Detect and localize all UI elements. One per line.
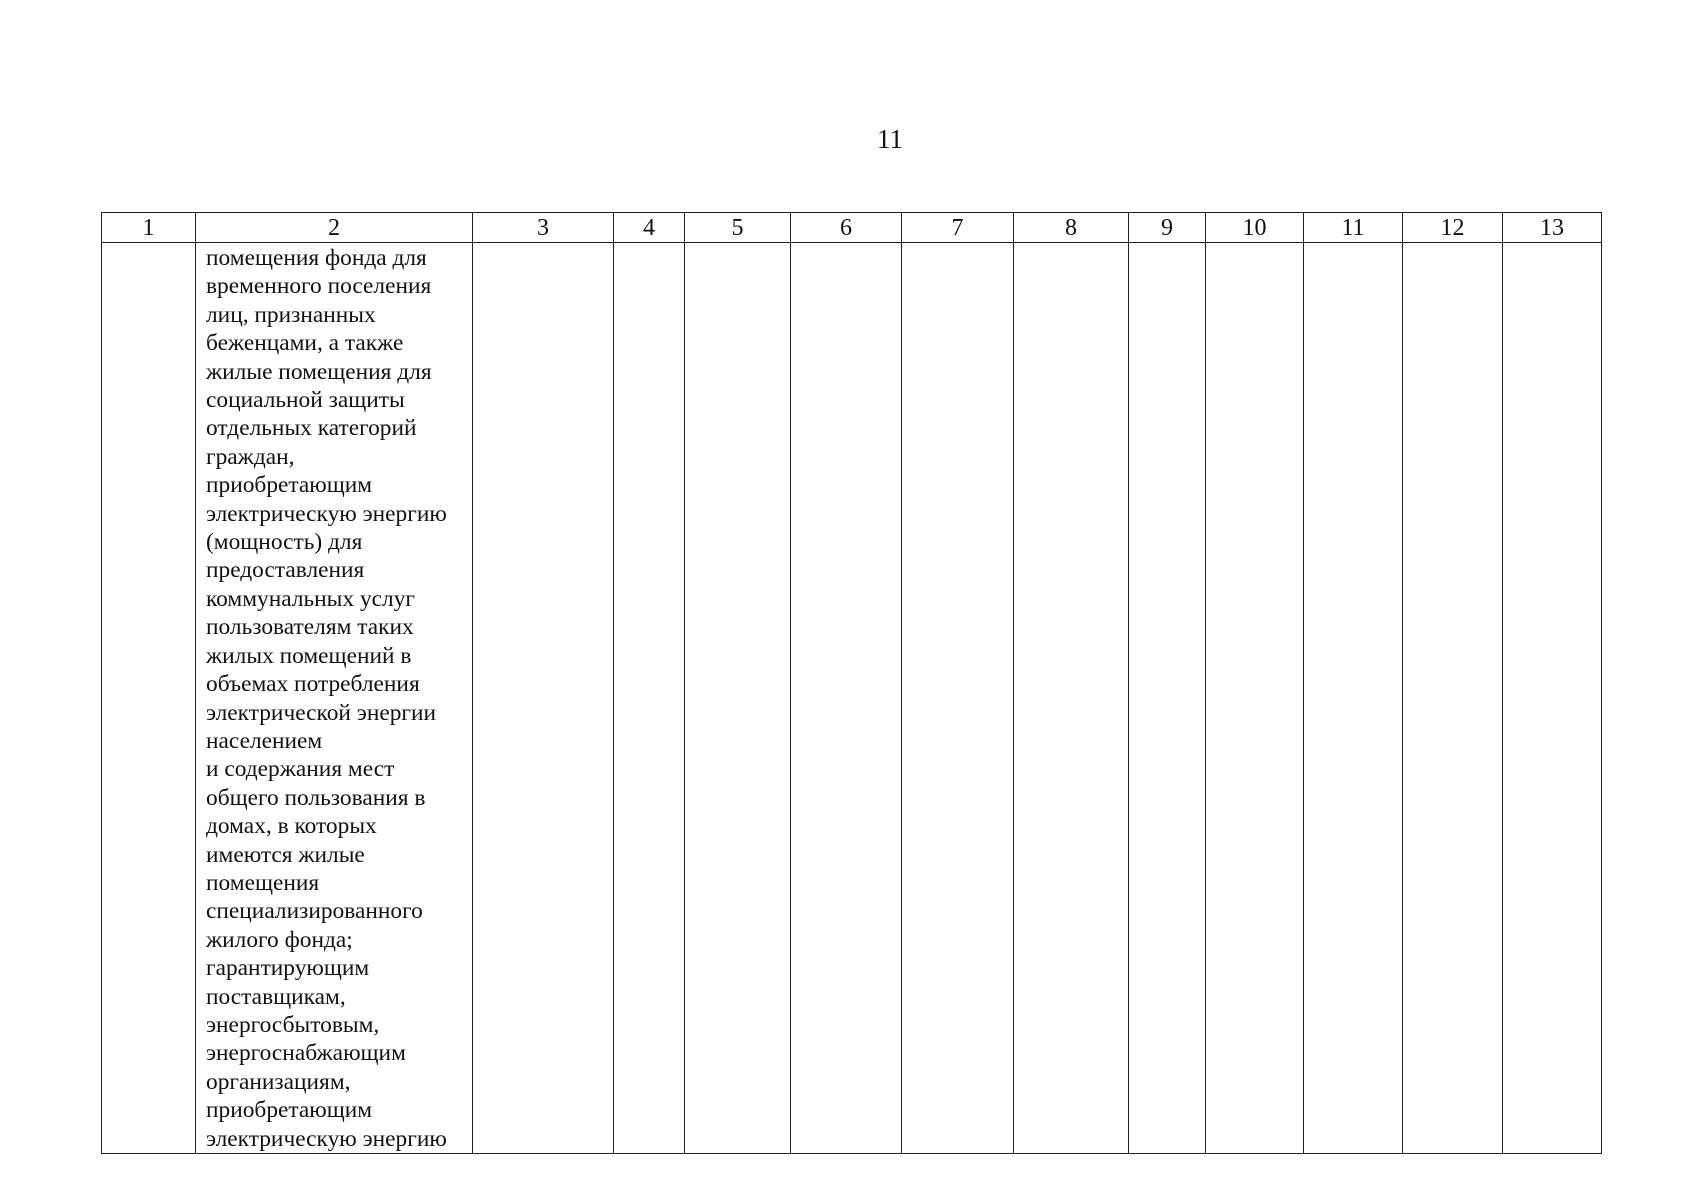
cell-text-line: электрическую энергию bbox=[206, 500, 447, 527]
cell-text-line: электрическую энергию bbox=[206, 1125, 447, 1152]
cell-text-line: объемах потребления bbox=[206, 671, 420, 698]
column-header-2: 2 bbox=[196, 213, 473, 243]
column-header-8: 8 bbox=[1014, 213, 1129, 243]
cell-col-4 bbox=[614, 243, 685, 1154]
cell-text-line: жилых помещений в bbox=[206, 642, 412, 669]
column-header-5: 5 bbox=[685, 213, 791, 243]
cell-text-line: беженцами, а также bbox=[206, 330, 404, 357]
cell-col-8 bbox=[1014, 243, 1129, 1154]
cell-text-line: населением bbox=[206, 727, 323, 754]
column-header-10: 10 bbox=[1206, 213, 1304, 243]
column-header-7: 7 bbox=[902, 213, 1014, 243]
cell-text-line: приобретающим bbox=[206, 1097, 373, 1124]
cell-text-line: временного поселения bbox=[206, 273, 432, 300]
cell-text-line: домах, в которых bbox=[206, 813, 377, 840]
cell-col-10 bbox=[1206, 243, 1304, 1154]
column-header-6: 6 bbox=[791, 213, 902, 243]
cell-col-9 bbox=[1129, 243, 1206, 1154]
header-row bbox=[102, 213, 1602, 243]
cell-text-line: предоставления bbox=[206, 557, 365, 584]
cell-text-line: помещения фонда для bbox=[206, 245, 427, 271]
cell-text-line: и содержания мест bbox=[206, 756, 395, 783]
cell-text-line: специализированного bbox=[206, 898, 423, 925]
cell-text-line: (мощность) для bbox=[206, 529, 363, 556]
cell-text-line: жилые помещения для bbox=[206, 358, 432, 385]
page-number: 11 bbox=[877, 124, 903, 154]
cell-col-2 bbox=[196, 243, 473, 1154]
cell-text-line: организациям, bbox=[206, 1068, 351, 1095]
table-row bbox=[102, 243, 1602, 1154]
cell-text-line: помещения bbox=[206, 869, 320, 896]
cell-text-line: электрической энергии bbox=[206, 699, 437, 726]
cell-col-2-text bbox=[196, 243, 472, 1153]
cell-text-line: коммунальных услуг bbox=[206, 585, 415, 612]
cell-text-line: поставщикам, bbox=[206, 983, 346, 1010]
cell-text-line: энергоснабжающим bbox=[206, 1040, 406, 1067]
cell-col-5 bbox=[685, 243, 791, 1154]
column-header-11: 11 bbox=[1304, 213, 1403, 243]
cell-col-3 bbox=[473, 243, 614, 1154]
cell-col-6 bbox=[791, 243, 902, 1154]
cell-col-12 bbox=[1403, 243, 1503, 1154]
cell-text-line: имеются жилые bbox=[206, 841, 365, 868]
column-header-1: 1 bbox=[102, 213, 196, 243]
cell-text-line: граждан, bbox=[206, 443, 295, 470]
cell-text-line: лиц, признанных bbox=[206, 301, 376, 328]
column-header-13: 13 bbox=[1503, 213, 1602, 243]
cell-text-line: общего пользования в bbox=[206, 784, 426, 811]
column-header-3: 3 bbox=[473, 213, 614, 243]
cell-text-line: гарантирующим bbox=[206, 955, 370, 982]
column-header-4: 4 bbox=[614, 213, 685, 243]
cell-text-line: пользователям таких bbox=[206, 614, 414, 641]
column-header-9: 9 bbox=[1129, 213, 1206, 243]
cell-text-line: жилого фонда; bbox=[206, 926, 353, 953]
column-header-12: 12 bbox=[1403, 213, 1503, 243]
cell-text-line: социальной защиты bbox=[206, 387, 405, 414]
data-table bbox=[101, 212, 1602, 1154]
cell-text-line: энергосбытовым, bbox=[206, 1011, 380, 1038]
cell-text-line: отдельных категорий bbox=[206, 415, 417, 442]
cell-col-13 bbox=[1503, 243, 1602, 1154]
cell-col-7 bbox=[902, 243, 1014, 1154]
cell-text-line: приобретающим bbox=[206, 472, 373, 499]
cell-col-1 bbox=[102, 243, 196, 1154]
cell-col-11 bbox=[1304, 243, 1403, 1154]
